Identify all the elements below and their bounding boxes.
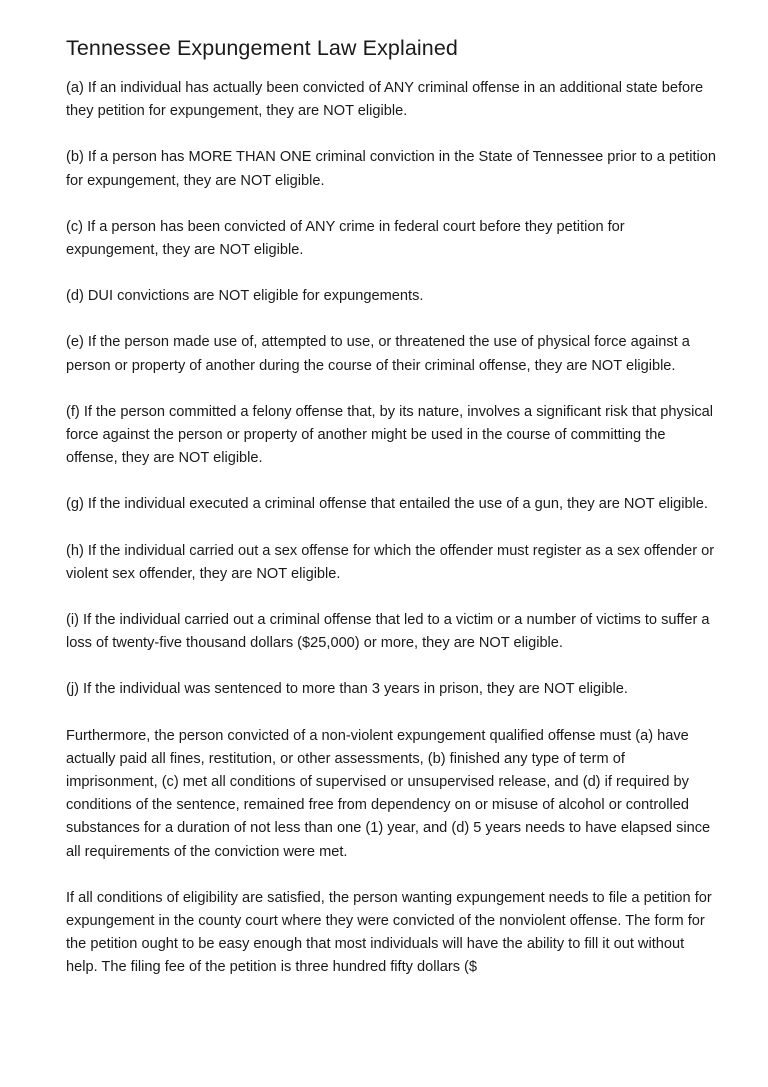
paragraph-i: (i) If the individual carried out a criminal offense that led to a victim or a number of victims to suffer a loss of twenty-five thousand dollars ($25,000) or more, they are NOT eligible. xyxy=(66,612,710,652)
paragraph-f: (f) If the person committed a felony offense that, by its nature, involves a significant risk that physical force against the person or property of another might be used in the course of committing the offense, they are NOT eligible. xyxy=(66,403,714,467)
paragraph-c: (c) If a person has been convicted of ANY crime in federal court before they petition for expungement, they are NOT eligible. xyxy=(66,218,625,259)
paragraph-j: (j) If the individual was sentenced to more than 3 years in prison, they are NOT eligible. xyxy=(66,681,628,698)
paragraph-requirements: Furthermore, the person convicted of a non-violent expungement qualified offense must (a) have actually paid all fines, restitution, or other assessments, (b) finished any type of term of imprisonment, (c) met all conditions of supervised or unsupervised release, and (d) if required by conditions of the sentence, remained free from dependency on or misuse of alcohol or controlled substances for a duration of not less than one (1) year, and (d) 5 years needs to have elapsed since all requirements of the conviction were met. xyxy=(66,727,711,860)
paragraph-b: (b) If a person has MORE THAN ONE criminal conviction in the State of Tennessee prior to a petition for expungement, they are NOT eligible. xyxy=(66,149,716,189)
paragraph-g: (g) If the individual executed a criminal offense that entailed the use of a gun, they are NOT eligible. xyxy=(66,496,708,513)
paragraph-d: (d) DUI convictions are NOT eligible for expungements. xyxy=(66,288,424,305)
paragraph-h: (h) If the individual carried out a sex offense for which the offender must register as a sex offender or violent sex offender, they are NOT eligible. xyxy=(66,542,715,582)
paragraph-filing: If all conditions of eligibility are satisfied, the person wanting expungement needs to file a petition for expungement in the county court where they were convicted of the nonviolent offense. The form for the petition ought to be easy enough that most individuals will have the ability to fill it out without help. The filing fee of the petition is three hundred fifty dollars ($ xyxy=(66,889,712,976)
page-title: Tennessee Expungement Law Explained xyxy=(66,36,458,60)
paragraph-a: (a) If an individual has actually been convicted of ANY criminal offense in an additional state before they petition for expungement, they are NOT eligible. xyxy=(66,80,704,120)
paragraph-e: (e) If the person made use of, attempted to use, or threatened the use of physical force against a person or property of another during the course of their criminal offense, they are NOT eligible. xyxy=(66,334,690,374)
document-page xyxy=(66,34,716,980)
